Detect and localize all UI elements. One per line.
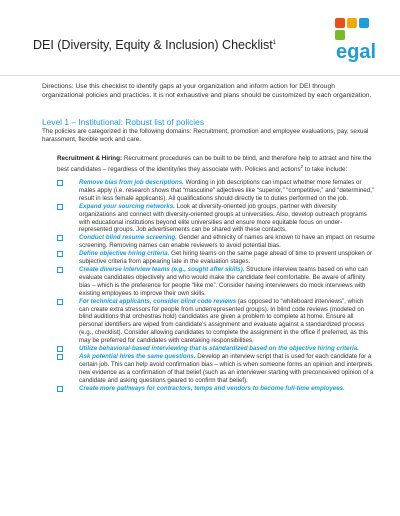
checkbox-icon[interactable] [57, 354, 63, 360]
recruitment-text: Recruitment procedures can be built to be blind, and therefore help to attract and hire the best candidates – regardless of the identity/ies they associate with. Policies and actions [57, 155, 372, 174]
item-body: Structure interview teams based on who can evaluate candidates objectively and who would make the candidate feel comfortable. Be aware of affinity bias – which is the preference for people “like me”. Consider having interviewers do mock interviews with existing employees to improve their own skills. [79, 265, 368, 297]
item-body: (as opposed to “whiteboard interviews”, which can create extra stressors for people from underrepresented groups). In blind code reviews (modeled on blind auditions that orchestras hold) candidates are given a problem to complete at home. Ensure all personal identifiers are wiped from candidate’s assignment and evaluate against a standardized process (e.g., checklist). Consider allowing candidates to complete the assignment in the office if preferred, as this may be preferred for candidates with caretaking responsibilities. [79, 297, 369, 345]
item-title: Remove bias from job descriptions. [79, 179, 184, 186]
recruitment-label: Recruitment & Hiring: [57, 155, 123, 162]
checkbox-icon[interactable] [57, 204, 63, 210]
checkbox-icon[interactable] [57, 251, 63, 257]
item-body: Look at diversity-oriented job groups, partner with diversity organizations and connect with diversity-oriented groups at universities. Also, develop outreach programs with educational institutions beyond elite universities and ensure more equitable focus on under-represented groups. Job advertisements can be shared with these contacts. [79, 202, 367, 234]
header-divider [0, 75, 400, 76]
checklist-item [57, 266, 375, 298]
item-title: Ask potential hires the same questions. [79, 352, 196, 360]
checklist-item [57, 353, 375, 385]
logo-wordmark: egal [336, 41, 377, 63]
checkbox-icon[interactable] [57, 180, 63, 186]
egal-logo-icon [333, 14, 379, 66]
item-title: For technical applicants, consider blind code reviews [79, 297, 237, 305]
item-body: Wording in job descriptions can impact whether more females or males apply (i.e. research shows that “masculine” adjectives like “superior,” “competitive,” and “determined,” result in less female applicants). All qualifications should directly tie to duties performed on the job. [79, 179, 375, 202]
item-title: Create diverse interview teams (e.g., sought after skills). [79, 265, 245, 273]
recruitment-paragraph [57, 155, 372, 175]
item-body: Get hiring teams on the same page ahead of time to prevent unspoken or subjective criteria from appearing late in the evaluation stages. [79, 250, 373, 266]
checkbox-icon[interactable] [57, 267, 63, 273]
page-header [0, 0, 400, 80]
checklist-item [57, 345, 375, 353]
title-footnote: 1 [272, 39, 276, 46]
checkbox-icon[interactable] [57, 299, 63, 305]
directions-text: Directions: Use this checklist to identify gaps at your organization and inform action for DEI through organizational policies and practices. It is not exhaustive and plans should be customized by each organization. [42, 83, 372, 100]
checklist [57, 179, 375, 392]
page-title-text: DEI (Diversity, Equity & Inclusion) Checklist [33, 38, 273, 52]
checklist-item [57, 250, 375, 266]
item-title: Conduct blind resume screening. [79, 234, 177, 242]
level-1-heading: Level 1 – Institutional: Robust list of policies [42, 117, 205, 127]
item-title: Utilize behavioral-based interviewing that is standardized based on the objective hiring criteria. [79, 345, 359, 353]
page-title [33, 38, 276, 52]
item-title: Create more pathways for contractors, temps and vendors to become full-time employees. [79, 384, 345, 392]
item-title: Define objective hiring criteria. [79, 250, 170, 258]
checklist-item [57, 385, 375, 393]
checklist-item [57, 179, 375, 203]
item-body: Gender and ethnicity of names are known to have an impact on resume screening. Removing names can enable reviewers to avoid potential bias. [79, 234, 375, 250]
checklist-item [57, 234, 375, 250]
checklist-item [57, 203, 375, 235]
checklist-item [57, 298, 375, 345]
item-body: Develop an interview script that is used for each candidate for a certain job. This can help avoid confirmation bias – which is when someone forms an opinion and interprets new evidence as a confirmation of that belief (such as an interviewer starting with preconceived opinion of a candidate and asking questions geared to confirm that belief). [79, 352, 374, 384]
intro-main: The policies are categorized in the following domains: Recruitment, promotion and employee evaluations, pay, sexual harassment, flexible work and care. [42, 128, 369, 144]
checkbox-icon[interactable] [57, 386, 63, 392]
intro-text [42, 128, 372, 144]
checkbox-icon[interactable] [57, 346, 63, 352]
item-title: Expand your sourcing networks. [79, 202, 175, 210]
checkbox-icon[interactable] [57, 235, 63, 241]
recruitment-tail: to take include: [303, 166, 348, 174]
recruitment-footnote: 2 [300, 164, 304, 170]
